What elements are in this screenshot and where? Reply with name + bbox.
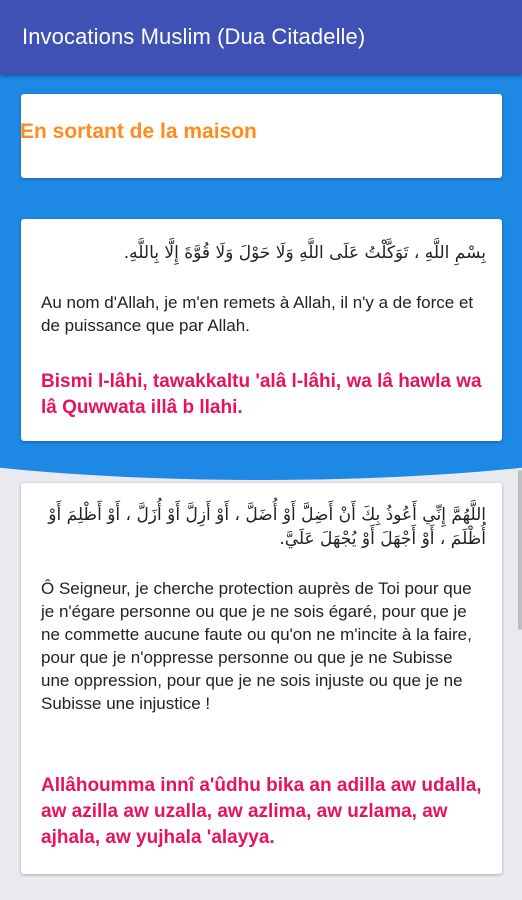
dua-french-translation: Ô Seigneur, je cherche protection auprès de Toi pour que je n'égare personne ou que je ne sois égaré, pour que je ne commette aucune faute ou qu'on ne m'incite à la faire, pour que je n'oppresse personne ou que je ne Subisse une oppression, pour que je ne sois injuste ou que je ne Subisse une injustice ! bbox=[41, 579, 472, 713]
section-title: En sortant de la maison bbox=[20, 120, 257, 143]
dua-transliteration: Allâhoumma innî a'ûdhu bika an adilla aw udalla, aw azilla aw uzalla, aw azlima, aw uzlama, aw ajhala, aw yujhala 'alayya. bbox=[41, 775, 482, 848]
dua-transliteration: Bismi l-lâhi, tawakkaltu 'alâ l-lâhi, wa lâ hawla wa lâ Quwwata illâ b llahi. bbox=[41, 371, 482, 418]
scrollbar[interactable] bbox=[518, 470, 522, 630]
dua-card[interactable] bbox=[21, 219, 502, 441]
dua-french-translation: Au nom d'Allah, je m'en remets à Allah, il n'y a de force et de puissance que par Allah. bbox=[41, 293, 474, 335]
dua-card[interactable] bbox=[21, 483, 502, 874]
app-title: Invocations Muslim (Dua Citadelle) bbox=[22, 24, 366, 49]
app-bar bbox=[0, 0, 522, 74]
dua-arabic-text: اللَّهُمَّ إِنِّي أَعُوذُ بِكَ أَنْ أَضِلَّ أَوْ أُضَلَّ ، أَوْ أَزِلَّ أَوْ أُزَلَّ ، أَوْ أَظْلِمَ أَوْ أُظْلَمَ ، أَوْ أَجْهَلَ أَوْ يُجْهَلَ عَلَيَّ. bbox=[48, 505, 486, 549]
dua-arabic-text: بِسْمِ اللَّهِ ، تَوَكَّلْتُ عَلَى اللَّهِ وَلَا حَوْلَ وَلَا قُوَّةَ إِلَّا بِاللَّهِ. bbox=[123, 243, 486, 263]
